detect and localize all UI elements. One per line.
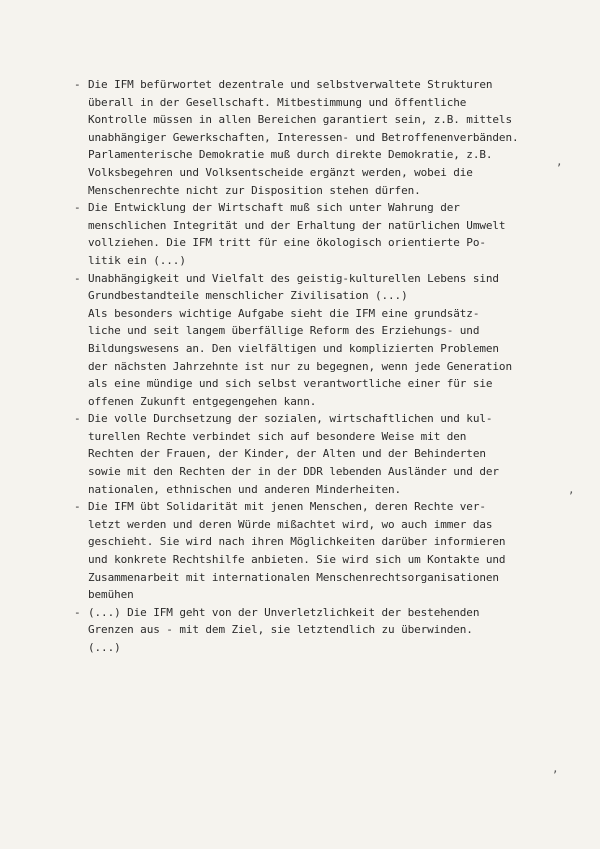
text-line: liche und seit langem überfällige Reform des Erziehungs- und xyxy=(88,324,480,338)
text-line: Als besonders wichtige Aufgabe sieht die IFM eine grundsätz- xyxy=(88,306,480,320)
text-line: Parlamenterische Demokratie muß durch direkte Demokratie, z.B. xyxy=(88,148,493,162)
list-dash: - xyxy=(74,500,81,514)
text-line: Grundbestandteile menschlicher Zivilisation (...) xyxy=(88,289,408,303)
list-item xyxy=(72,604,572,657)
list-dash: - xyxy=(74,412,81,426)
text-line: Die IFM befürwortet dezentrale und selbstverwaltete Strukturen xyxy=(88,78,493,91)
scan-speck: , xyxy=(552,762,559,775)
scan-speck: , xyxy=(556,155,563,168)
text-line: vollziehen. Die IFM tritt für eine ökologisch orientierte Po- xyxy=(88,236,486,250)
text-line: Unabhängigkeit und Vielfalt des geistig-kulturellen Lebens sind xyxy=(88,271,499,285)
text-line: (...) Die IFM geht von der Unverletzlichkeit der bestehenden xyxy=(88,605,480,619)
text-line: Bildungswesens an. Den vielfältigen und komplizierten Problemen xyxy=(88,341,499,355)
scan-speck: , xyxy=(568,483,575,496)
text-line: der nächsten Jahrzehnte ist nur zu begegnen, wenn jede Generation xyxy=(88,359,512,373)
text-line: geschieht. Sie wird nach ihren Möglichkeiten darüber informieren xyxy=(88,535,506,549)
list-item xyxy=(72,76,572,199)
text-line: nationalen, ethnischen und anderen Minderheiten. xyxy=(88,482,402,496)
text-line: als eine mündige und sich selbst verantwortliche einer für sie xyxy=(88,377,493,391)
list-dash: - xyxy=(74,271,81,285)
list-dash: - xyxy=(74,201,81,215)
document-text xyxy=(72,76,572,657)
list-item xyxy=(72,498,572,604)
list-item xyxy=(72,270,572,411)
text-line: turellen Rechte verbindet sich auf besondere Weise mit den xyxy=(88,429,467,443)
list-dash: - xyxy=(74,605,81,619)
text-line: litik ein (...) xyxy=(88,253,186,267)
list-item xyxy=(72,410,572,498)
text-line: sowie mit den Rechten der in der DDR lebenden Ausländer und der xyxy=(88,465,499,479)
text-line: überall in der Gesellschaft. Mitbestimmung und öffentliche xyxy=(88,95,467,109)
text-line: Die volle Durchsetzung der sozialen, wirtschaftlichen und kul- xyxy=(88,412,493,426)
text-line: und konkrete Rechtshilfe anbieten. Sie wird sich um Kontakte und xyxy=(88,553,506,567)
text-line: letzt werden und deren Würde mißachtet wird, wo auch immer das xyxy=(88,517,493,531)
text-line: Grenzen aus - mit dem Ziel, sie letztendlich zu überwinden. xyxy=(88,623,473,637)
text-line: Volksbegehren und Volksentscheide ergänzt werden, wobei die xyxy=(88,165,473,179)
text-line: offenen Zukunft entgegengehen kann. xyxy=(88,394,317,408)
list-dash: - xyxy=(74,78,81,91)
text-line: Menschenrechte nicht zur Disposition stehen dürfen. xyxy=(88,183,421,197)
text-line: Kontrolle müssen in allen Bereichen garantiert sein, z.B. mittels xyxy=(88,113,512,127)
list-item xyxy=(72,199,572,269)
text-line: menschlichen Integrität und der Erhaltung der natürlichen Umwelt xyxy=(88,218,506,232)
text-line: bemühen xyxy=(88,588,134,602)
text-line: Zusammenarbeit mit internationalen Menschenrechtsorganisationen xyxy=(88,570,499,584)
text-line: Rechten der Frauen, der Kinder, der Alten und der Behinderten xyxy=(88,447,486,461)
text-line: Die Entwicklung der Wirtschaft muß sich unter Wahrung der xyxy=(88,201,460,215)
text-line: Die IFM übt Solidarität mit jenen Menschen, deren Rechte ver- xyxy=(88,500,486,514)
text-line: (...) xyxy=(88,641,121,654)
text-line: unabhängiger Gewerkschaften, Interessen- und Betroffenenverbänden. xyxy=(88,130,519,144)
